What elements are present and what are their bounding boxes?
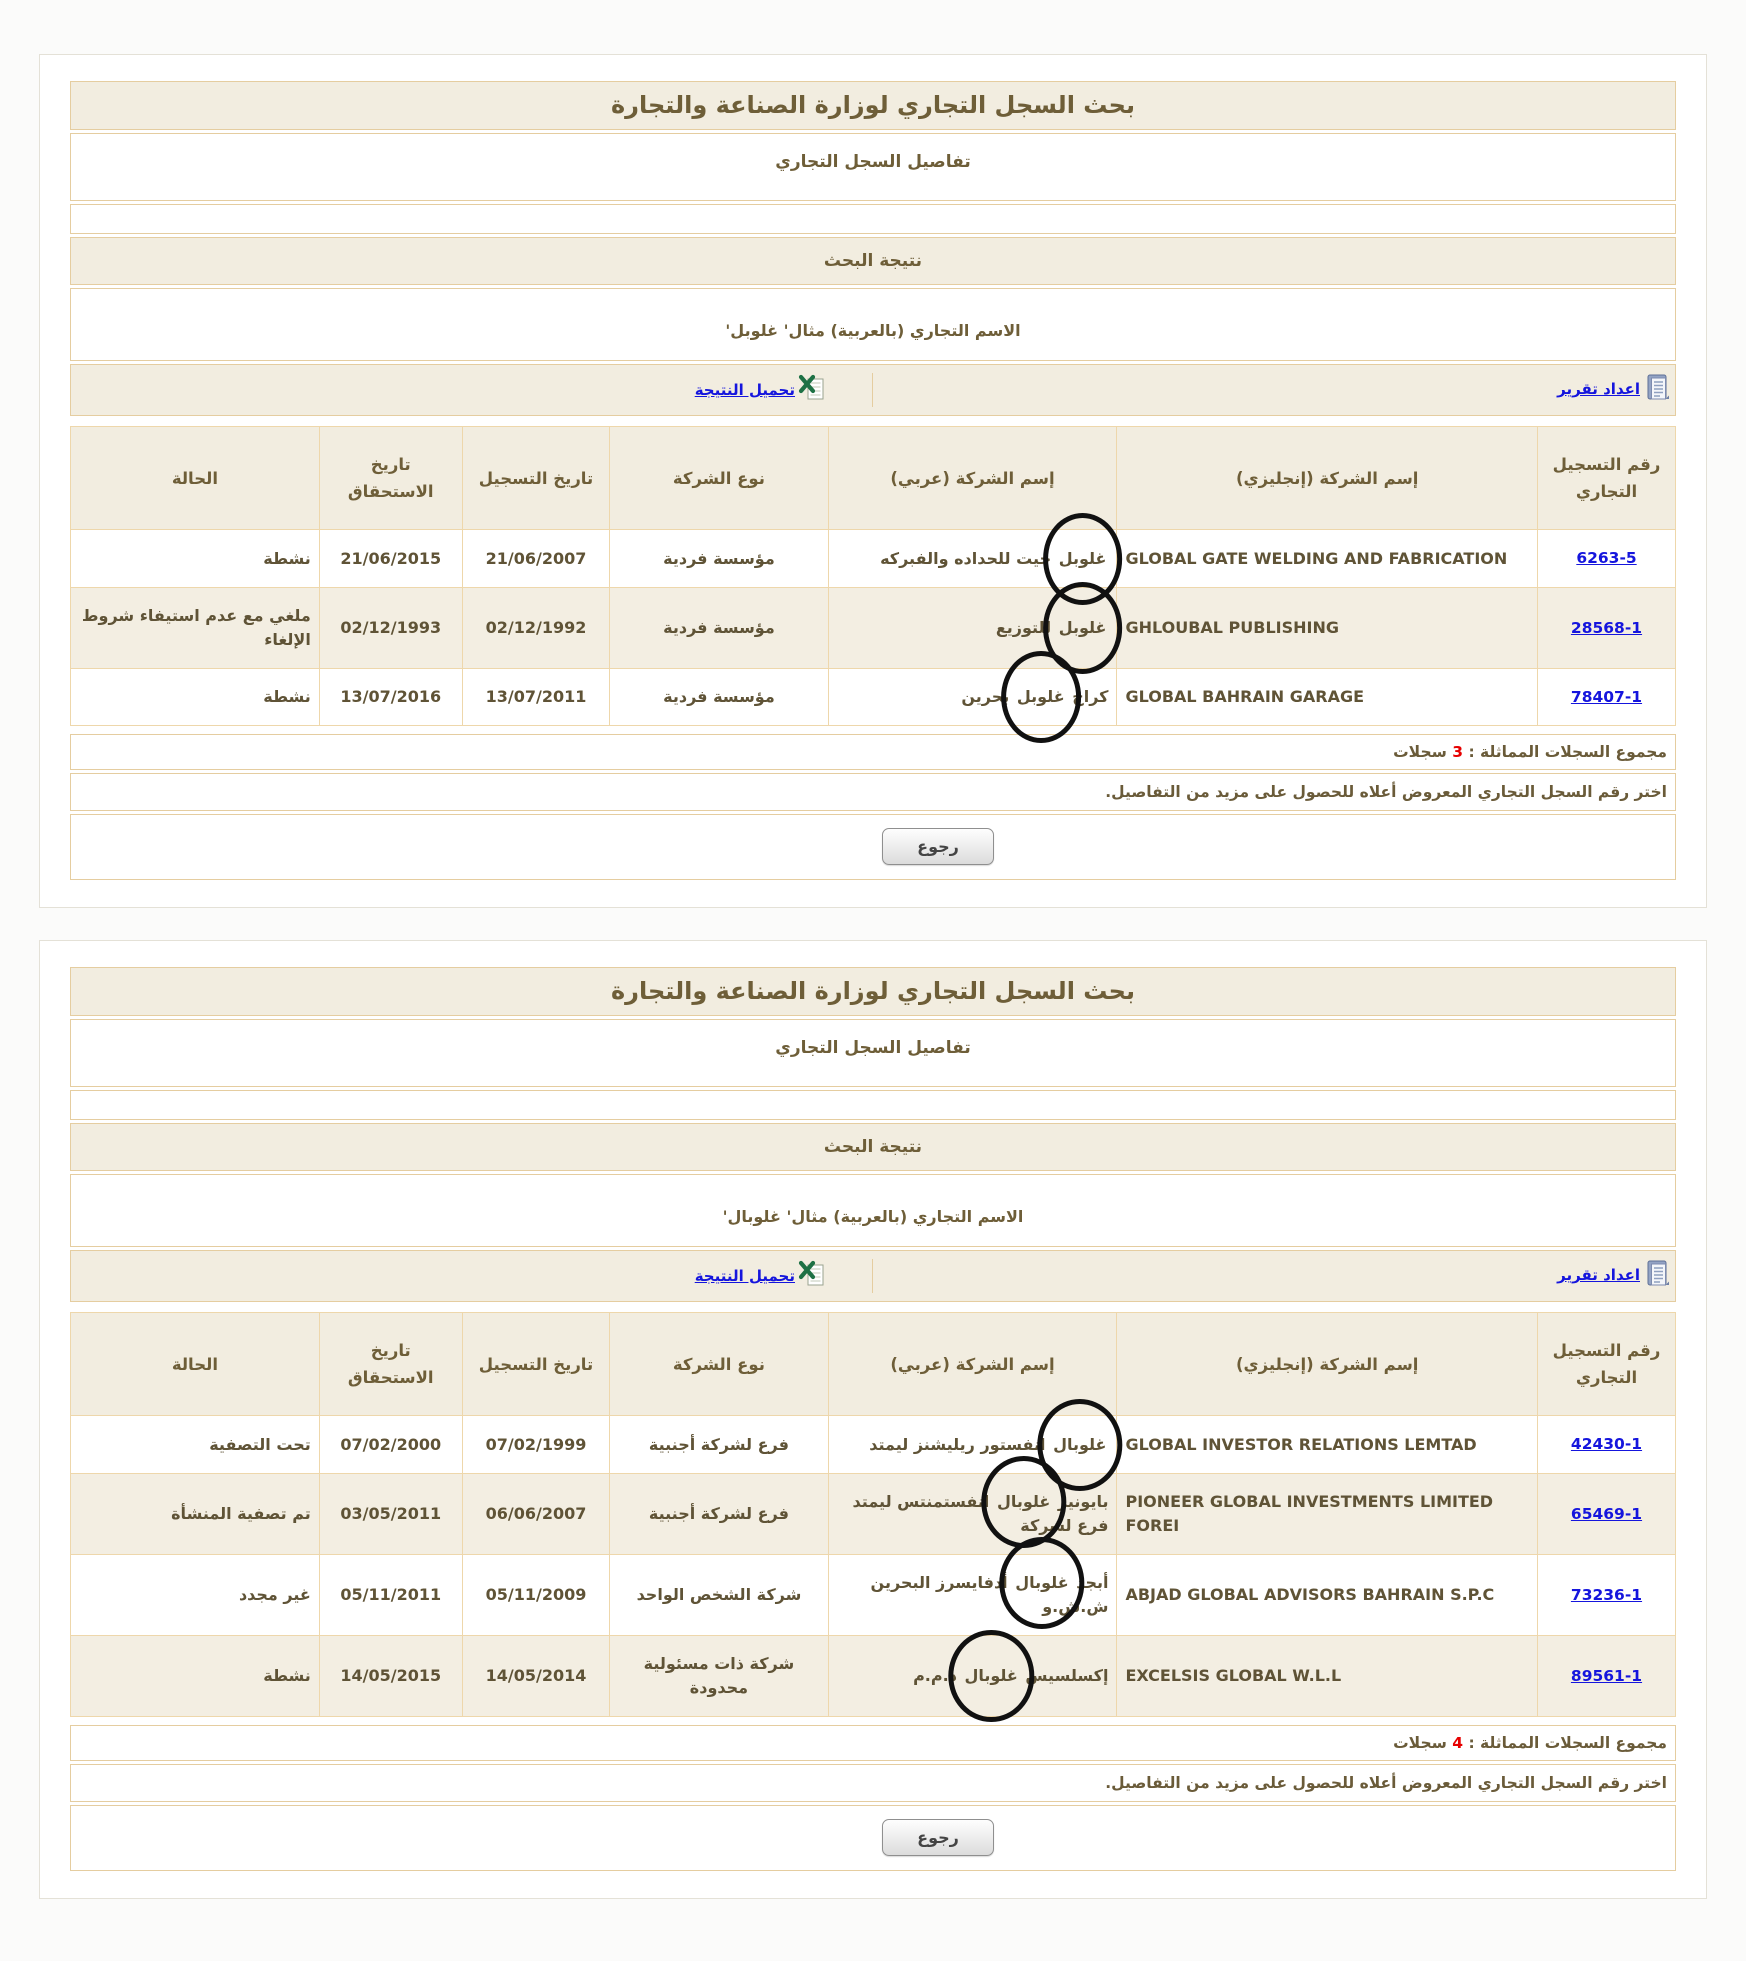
- registration-number-link[interactable]: 65469-1: [1570, 1504, 1643, 1523]
- col-company-name-english: إسم الشركة (إنجليزي): [1117, 1312, 1538, 1415]
- registration-number-link[interactable]: 73236-1: [1570, 1585, 1643, 1604]
- highlight-circle-annotation: [995, 1490, 1052, 1514]
- expiry-date-cell: 05/11/2011: [319, 1554, 462, 1635]
- excel-icon: [798, 1259, 826, 1293]
- prepare-report-label: اعداد تقرير: [1557, 1265, 1640, 1284]
- highlight-circle-annotation: [1057, 616, 1109, 640]
- company-type-cell: فرع لشركة أجنبية: [610, 1416, 828, 1473]
- download-result-label: تحميل النتيجة: [694, 381, 795, 399]
- company-name-english-cell: GLOBAL BAHRAIN GARAGE: [1117, 668, 1538, 725]
- table-row: [71, 668, 1676, 725]
- company-type-cell: مؤسسة فردية: [610, 668, 828, 725]
- registration-number-cell: [1537, 587, 1675, 668]
- panel-subtitle: تفاصيل السجل التجاري: [70, 133, 1676, 201]
- col-company-type: نوع الشركة: [610, 1312, 828, 1415]
- table-row: [71, 1635, 1676, 1716]
- instruction-row: اختر رقم السجل التجاري المعروض أعلاه للحصول على مزيد من التفاصيل.: [70, 1764, 1676, 1802]
- expiry-date-cell: 03/05/2011: [319, 1473, 462, 1554]
- registration-date-cell: 06/06/2007: [462, 1473, 610, 1554]
- registration-number-cell: [1537, 668, 1675, 725]
- panel-subtitle: تفاصيل السجل التجاري: [70, 1019, 1676, 1087]
- table-row: [71, 1473, 1676, 1554]
- status-cell: غير مجدد: [71, 1554, 320, 1635]
- registry-results-table: [70, 1312, 1676, 1717]
- registration-date-cell: 02/12/1992: [462, 587, 610, 668]
- company-name-english-cell: GLOBAL INVESTOR RELATIONS LEMTAD: [1117, 1416, 1538, 1473]
- registration-number-cell: [1537, 1635, 1675, 1716]
- company-name-arabic-cell: [828, 1416, 1117, 1473]
- arabic-name-circled-word: غلوبل: [1016, 686, 1065, 706]
- highlight-circle-annotation: [962, 1664, 1019, 1688]
- expiry-date-cell: 21/06/2015: [319, 530, 462, 587]
- total-records-label: مجموع السجلات المماثلة :: [1463, 742, 1667, 761]
- back-button[interactable]: رجوع: [882, 1819, 994, 1856]
- registration-date-cell: 05/11/2009: [462, 1554, 610, 1635]
- company-type-cell: شركة ذات مسئولية محدودة: [610, 1635, 828, 1716]
- registration-number-cell: [1537, 1554, 1675, 1635]
- download-result-label: تحميل النتيجة: [694, 1266, 795, 1285]
- expiry-date-cell: 13/07/2016: [319, 668, 462, 725]
- arabic-name-before: أبجد: [1070, 1572, 1109, 1592]
- company-name-english-cell: GLOBAL GATE WELDING AND FABRICATION: [1117, 530, 1538, 587]
- table-row: [71, 530, 1676, 587]
- total-records-row: [70, 1725, 1676, 1761]
- table-row: [71, 587, 1676, 668]
- prepare-report-link[interactable]: [1557, 372, 1673, 408]
- arabic-name-after: انفستور ريليشنز ليمتد: [869, 1434, 1052, 1454]
- download-result-link[interactable]: [695, 373, 826, 407]
- company-name-english-cell: PIONEER GLOBAL INVESTMENTS LIMITED FOREI: [1117, 1473, 1538, 1554]
- registration-number-link[interactable]: 78407-1: [1570, 687, 1643, 706]
- registry-results-table: [70, 426, 1676, 726]
- company-name-arabic-cell: [828, 1554, 1117, 1635]
- company-name-arabic-cell: [828, 587, 1117, 668]
- col-status: الحالة: [71, 427, 320, 530]
- company-name-arabic-cell: [828, 1635, 1117, 1716]
- total-records-label: مجموع السجلات المماثلة :: [1463, 1733, 1667, 1752]
- spacer-row: [70, 1090, 1676, 1120]
- registration-number-link[interactable]: 28568-1: [1570, 618, 1643, 637]
- registry-search-panel-1: [39, 54, 1707, 908]
- arabic-name-circled-word: غلوبل: [1058, 548, 1107, 568]
- registration-date-cell: 07/02/1999: [462, 1416, 610, 1473]
- arabic-name-circled-word: غلوبال: [1015, 1572, 1069, 1592]
- links-bar: [70, 1250, 1676, 1302]
- company-name-arabic-cell: [828, 1473, 1117, 1554]
- total-records-count: 4: [1452, 1733, 1464, 1752]
- button-row: [70, 814, 1676, 880]
- expiry-date-cell: 07/02/2000: [319, 1416, 462, 1473]
- company-name-arabic-cell: [828, 530, 1117, 587]
- arabic-name-after: جيت للحداده والفبركه: [880, 548, 1057, 568]
- highlight-circle-annotation: [1051, 1433, 1108, 1457]
- status-cell: نشطة: [71, 1635, 320, 1716]
- registry-search-panel-2: [39, 940, 1707, 1899]
- report-document-icon: [1643, 372, 1673, 408]
- prepare-report-link[interactable]: [1557, 1258, 1673, 1294]
- table-header-row: [71, 1312, 1676, 1415]
- page-title: بحث السجل التجاري لوزارة الصناعة والتجارة: [70, 967, 1676, 1016]
- col-company-name-english: إسم الشركة (إنجليزي): [1117, 427, 1538, 530]
- col-registration-date: تاريخ التسجيل: [462, 427, 610, 530]
- links-bar: [70, 364, 1676, 416]
- search-name-label: الاسم التجاري (بالعربية) مثال' غلوبال': [70, 1174, 1676, 1247]
- company-type-cell: مؤسسة فردية: [610, 530, 828, 587]
- registration-number-link[interactable]: 89561-1: [1570, 1666, 1643, 1685]
- col-company-name-arabic: إسم الشركة (عربي): [828, 427, 1117, 530]
- registration-date-cell: 14/05/2014: [462, 1635, 610, 1716]
- highlight-circle-annotation: [1013, 1571, 1070, 1595]
- table-row: [71, 1416, 1676, 1473]
- status-cell: تم تصفية المنشأة: [71, 1473, 320, 1554]
- prepare-report-label: اعداد تقرير: [1557, 380, 1640, 398]
- table-header-row: [71, 427, 1676, 530]
- registration-number-cell: [1537, 530, 1675, 587]
- registration-number-link[interactable]: 42430-1: [1570, 1435, 1643, 1454]
- arabic-name-after: للتوزيع: [995, 617, 1057, 637]
- arabic-name-after: ذ.م.م: [913, 1665, 963, 1685]
- arabic-name-circled-word: غلوبال: [996, 1491, 1051, 1511]
- company-name-arabic-cell: [828, 668, 1117, 725]
- total-records-count: 3: [1452, 742, 1464, 761]
- status-cell: ملغي مع عدم استيفاء شروط الإلغاء: [71, 587, 320, 668]
- download-link-cell: [71, 373, 873, 407]
- arabic-name-after: أدفايسرز البحرين ش.ش.و: [870, 1572, 1109, 1616]
- table-row: [71, 1554, 1676, 1635]
- registration-number-cell: [1537, 1416, 1675, 1473]
- search-result-header: نتيجة البحث: [70, 1123, 1676, 1171]
- search-name-label: الاسم التجاري (بالعربية) مثال' غلوبل': [70, 288, 1676, 361]
- company-type-cell: شركة الشخص الواحد: [610, 1554, 828, 1635]
- button-row: [70, 1805, 1676, 1871]
- spacer-row: [70, 204, 1676, 234]
- highlight-circle-annotation: [1057, 547, 1109, 571]
- col-registration-number: رقم التسجيل التجاري: [1537, 427, 1675, 530]
- col-status: الحالة: [71, 1312, 320, 1415]
- col-expiry-date: تاريخ الاستحقاق: [319, 1312, 462, 1415]
- arabic-name-circled-word: غلوبال: [1053, 1434, 1107, 1454]
- registration-date-cell: 21/06/2007: [462, 530, 610, 587]
- report-document-icon: [1643, 1258, 1673, 1294]
- col-registration-date: تاريخ التسجيل: [462, 1312, 610, 1415]
- report-link-cell: [873, 1258, 1675, 1294]
- download-link-cell: [71, 1259, 873, 1293]
- excel-icon: [798, 373, 826, 407]
- page-title: بحث السجل التجاري لوزارة الصناعة والتجارة: [70, 81, 1676, 130]
- status-cell: تحت التصفية: [71, 1416, 320, 1473]
- company-name-english-cell: EXCELSIS GLOBAL W.L.L: [1117, 1635, 1538, 1716]
- instruction-row: اختر رقم السجل التجاري المعروض أعلاه للحصول على مزيد من التفاصيل.: [70, 773, 1676, 811]
- download-result-link[interactable]: [695, 1259, 826, 1293]
- back-button[interactable]: رجوع: [882, 828, 994, 865]
- expiry-date-cell: 14/05/2015: [319, 1635, 462, 1716]
- status-cell: نشطة: [71, 668, 320, 725]
- arabic-name-before: كراج: [1066, 686, 1109, 706]
- report-link-cell: [873, 372, 1675, 408]
- status-cell: نشطة: [71, 530, 320, 587]
- registration-number-cell: [1537, 1473, 1675, 1554]
- arabic-name-before: بايونير: [1052, 1491, 1109, 1511]
- registration-date-cell: 13/07/2011: [462, 668, 610, 725]
- company-name-english-cell: GHLOUBAL PUBLISHING: [1117, 587, 1538, 668]
- arabic-name-before: إكسلسيس: [1019, 1665, 1109, 1685]
- registration-number-link[interactable]: 6263-5: [1576, 549, 1637, 568]
- arabic-name-after: انفستمنتس ليمتد فرع لشركة: [852, 1491, 1109, 1535]
- total-records-suffix: سجلات: [1393, 1733, 1453, 1752]
- company-type-cell: مؤسسة فردية: [610, 587, 828, 668]
- arabic-name-circled-word: غلوبل: [1058, 617, 1107, 637]
- arabic-name-after: بحرين: [961, 686, 1015, 706]
- col-company-type: نوع الشركة: [610, 427, 828, 530]
- search-result-header: نتيجة البحث: [70, 237, 1676, 285]
- col-expiry-date: تاريخ الاستحقاق: [319, 427, 462, 530]
- col-registration-number: رقم التسجيل التجاري: [1537, 1312, 1675, 1415]
- expiry-date-cell: 02/12/1993: [319, 587, 462, 668]
- arabic-name-circled-word: غلوبال: [964, 1665, 1018, 1685]
- company-name-english-cell: ABJAD GLOBAL ADVISORS BAHRAIN S.P.C: [1117, 1554, 1538, 1635]
- total-records-suffix: سجلات: [1393, 742, 1453, 761]
- company-type-cell: فرع لشركة أجنبية: [610, 1473, 828, 1554]
- total-records-row: [70, 734, 1676, 770]
- highlight-circle-annotation: [1015, 685, 1067, 709]
- col-company-name-arabic: إسم الشركة (عربي): [828, 1312, 1117, 1415]
